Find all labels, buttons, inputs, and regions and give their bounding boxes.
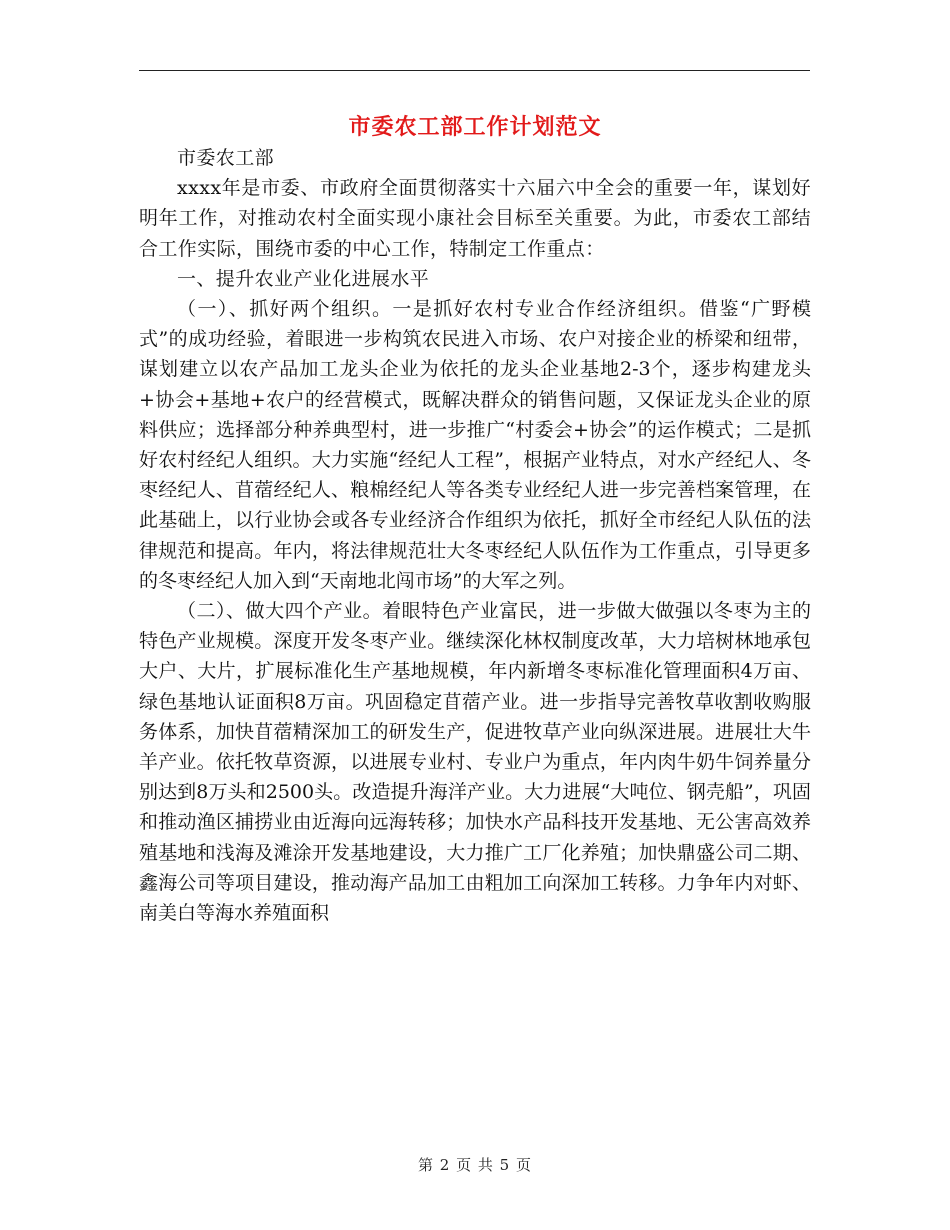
paragraph-organizations: （一）、抓好两个组织。一是抓好农村专业合作经济组织。借鉴“广野模式”的成功经验，着眼进一步构筑农民进入市场、农户对接企业的桥梁和纽带，谋划建立以农产品加工龙头企业为依托的龙头企业基地2-3个，逐步构建龙头+协会+基地+农户的经营模式，既解决群众的销售问题，又保证龙头企业的原料供应；选择部分种养典型村，进一步推广“村委会+协会”的运作模式；二是抓好农村经纪人组织。大力实施“经纪人工程”，根据产业特点，对水产经纪人、冬枣经纪人、苜蓿经纪人、粮棉经纪人等各类专业经纪人进一步完善档案管理，在此基础上，以行业协会或各专业经济合作组织为依托，抓好全市经纪人队伍的法律规范和提高。年内，将法律规范壮大冬枣经纪人队伍作为工作重点，引导更多的冬枣经纪人加入到“天南地北闯市场”的大军之列。: [139, 298, 811, 592]
document-body: [139, 143, 811, 928]
page-number-footer: 第 2 页 共 5 页: [418, 1156, 532, 1174]
intro-paragraph: xxxx年是市委、市政府全面贯彻落实十六届六中全会的重要一年，谋划好明年工作，对推动农村全面实现小康社会目标至关重要。为此，市委农工部结合工作实际，围绕市委的中心工作，特制定工作重点：: [139, 177, 811, 260]
document-title: 市委农工部工作计划范文: [348, 114, 602, 140]
section-heading: 一、提升农业产业化进展水平: [177, 267, 430, 290]
department-line: 市委农工部: [177, 147, 275, 169]
header-rule: [139, 70, 810, 71]
paragraph-industries: （二）、做大四个产业。着眼特色产业富民，进一步做大做强以冬枣为主的特色产业规模。深度开发冬枣产业。继续深化林权制度改革，大力培树林地承包大户、大片，扩展标准化生产基地规模，年内新增冬枣标准化管理面积4万亩、绿色基地认证面积8万亩。巩固稳定苜蓿产业。进一步指导完善牧草收割收购服务体系，加快苜蓿精深加工的研发生产，促进牧草产业向纵深进展。进展壮大牛羊产业。依托牧草资源，以进展专业村、专业户为重点，年内肉牛奶牛饲养量分别达到8万头和2500头。改造提升海洋产业。大力进展“大吨位、钢壳船”，巩固和推动渔区捕捞业由近海向远海转移；加快水产品科技开发基地、无公害高效养殖基地和浅海及滩涂开发基地建设，大力推广工厂化养殖；加快鼎盛公司二期、鑫海公司等项目建设，推动海产品加工由粗加工向深加工转移。力争年内对虾、南美白等海水养殖面积: [139, 600, 811, 925]
